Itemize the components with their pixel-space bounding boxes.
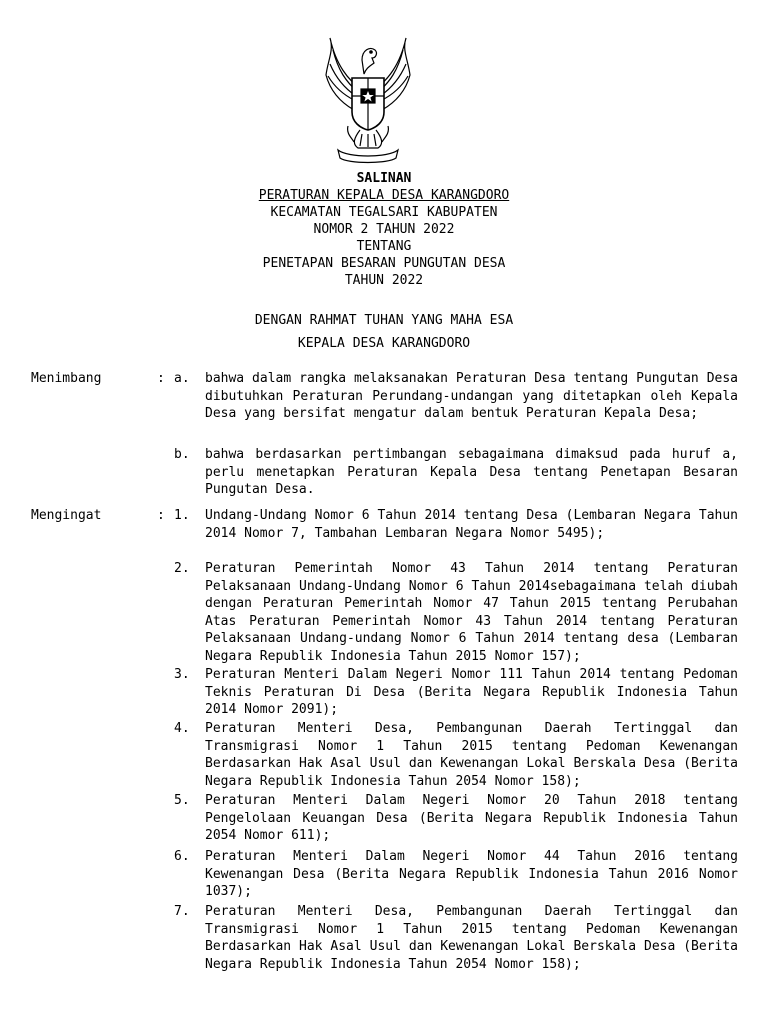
menimbang-item-text: bahwa berdasarkan pertimbangan sebagaimana dimaksud pada huruf a, perlu menetapkan Peraturan Kepala Desa tentang Penetapan Besaran Pungutan Desa. — [205, 447, 738, 498]
mengingat-item-text: Peraturan Menteri Desa, Pembangunan Daerah Tertinggal dan Transmigrasi Nomor 1 Tahun 2015 tentang Pedoman Kewenangan Berdasarkan Hak Asal Usul dan Kewenangan Lokal Berskala Desa (Berita Negara Republik Indonesia Tahun 2054 Nomor 158); — [205, 721, 738, 789]
document-header — [0, 170, 768, 289]
rahmat-line: DENGAN RAHMAT TUHAN YANG MAHA ESA — [254, 313, 514, 328]
regulation-title: PERATURAN KEPALA DESA KARANGDORO — [258, 188, 510, 203]
menimbang-item-num: a. — [174, 371, 190, 386]
header-line-3: NOMOR 2 TAHUN 2022 — [313, 222, 455, 237]
menimbang-item-num: b. — [174, 447, 190, 462]
mengingat-item-text: Peraturan Menteri Desa, Pembangunan Daerah Tertinggal dan Transmigrasi Nomor 1 Tahun 2015 tentang Pedoman Kewenangan Berdasarkan Hak Asal Usul dan Kewenangan Lokal Berskala Desa (Berita Negara Republik Indonesia Tahun 2054 Nomor 158); — [205, 904, 738, 972]
mengingat-item-num: 7. — [174, 904, 190, 919]
mengingat-item-text: Peraturan Pemerintah Nomor 43 Tahun 2014 tentang Peraturan Pelaksanaan Undang-Undang Nomor 6 Tahun 2014sebagaimana telah diubah dengan Peraturan Pemerintah Nomor 47 Tahun 2015 tentang Perubahan Atas Peraturan Pemerintah Nomor 43 Tahun 2014 tentang Peraturan Pelaksanaan Undang-undang Nomor 6 Tahun 2014 tentang desa (Lembaran Negara Republik Indonesia Tahun 2015 Nomor 157); — [205, 561, 738, 664]
kepala-line: KEPALA DESA KARANGDORO — [297, 336, 471, 351]
mengingat-label: Mengingat — [31, 508, 102, 523]
mengingat-item-num: 1. — [174, 508, 190, 523]
header-line-6: TAHUN 2022 — [344, 273, 424, 288]
garuda-emblem-icon — [318, 30, 418, 164]
mengingat-item-num: 3. — [174, 667, 190, 682]
menimbang-item-text: bahwa dalam rangka melaksanakan Peraturan Desa tentang Pungutan Desa dibutuhkan Peraturan Perundang-undangan yang ditetapkan oleh Kepala Desa yang bersifat mengatur dalam bentuk Peraturan Kepala Desa; — [205, 371, 738, 422]
menimbang-colon: : — [157, 371, 165, 386]
header-line-5: PENETAPAN BESARAN PUNGUTAN DESA — [262, 256, 506, 271]
mengingat-item-text: Peraturan Menteri Dalam Negeri Nomor 111 Tahun 2014 tentang Pedoman Teknis Peraturan Di Desa (Berita Negara Republik Indonesia Tahun 2014 Nomor 2091); — [205, 667, 738, 718]
mengingat-item-num: 5. — [174, 793, 190, 808]
mengingat-item-num: 2. — [174, 561, 190, 576]
mengingat-colon: : — [157, 508, 165, 523]
mengingat-item-text: Peraturan Menteri Dalam Negeri Nomor 44 Tahun 2016 tentang Kewenangan Desa (Berita Negara Republik Indonesia Tahun 2016 Nomor 1037); — [205, 849, 738, 900]
salinan-label: SALINAN — [356, 171, 412, 186]
menimbang-label: Menimbang — [31, 371, 102, 386]
mengingat-item-num: 6. — [174, 849, 190, 864]
mengingat-item-num: 4. — [174, 721, 190, 736]
mengingat-item-text: Undang-Undang Nomor 6 Tahun 2014 tentang Desa (Lembaran Negara Tahun 2014 Nomor 7, Tambahan Lembaran Negara Nomor 5495); — [205, 508, 738, 541]
header-line-4: TENTANG — [356, 239, 412, 254]
header-line-2: KECAMATAN TEGALSARI KABUPATEN — [270, 205, 498, 220]
mengingat-item-text: Peraturan Menteri Dalam Negeri Nomor 20 Tahun 2018 tentang Pengelolaan Keuangan Desa (Berita Negara Republik Indonesia Tahun 2054 Nomor 611); — [205, 793, 738, 844]
